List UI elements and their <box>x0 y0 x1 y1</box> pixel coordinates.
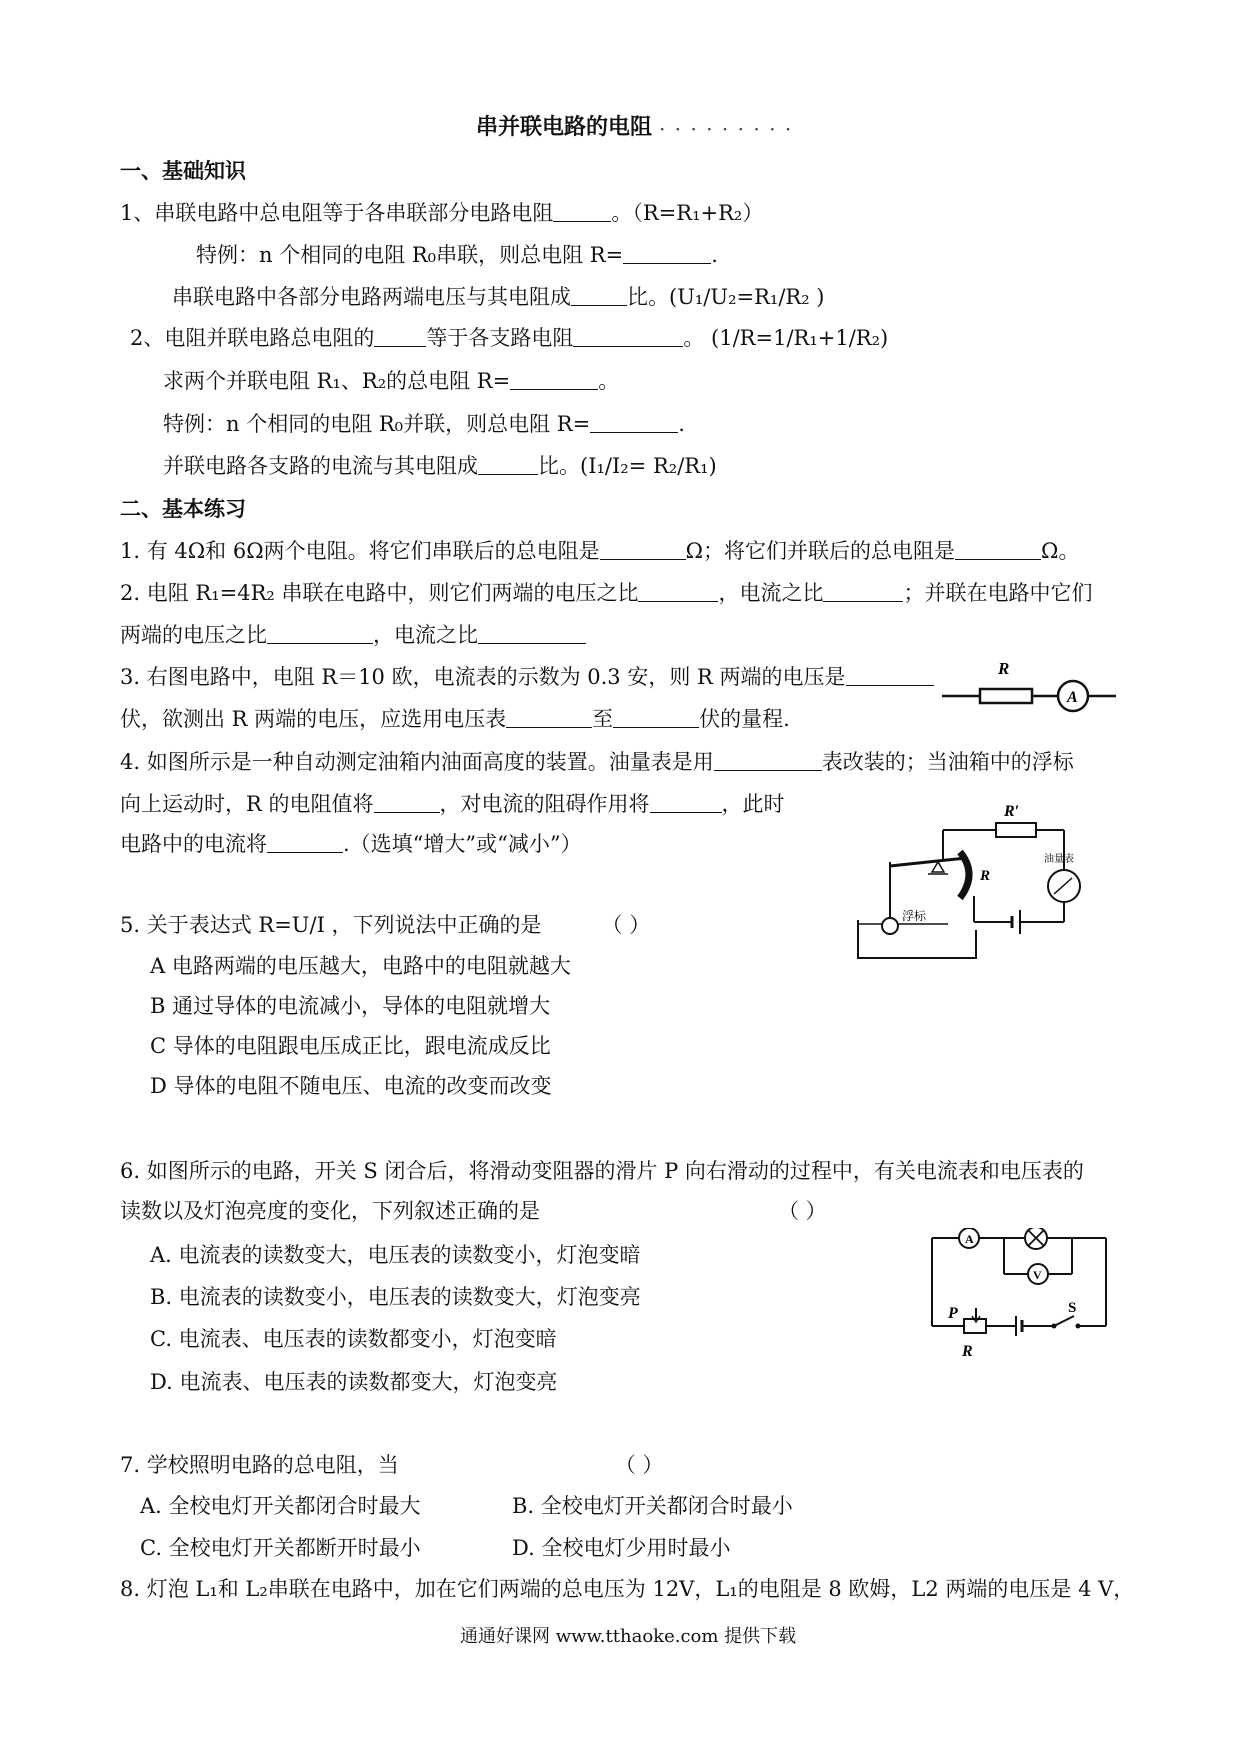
question-5 <box>120 910 650 940</box>
knowledge-line-2b <box>163 409 685 439</box>
lever-arm <box>890 858 966 866</box>
q5-option-d: D 导体的电阻不随电压、电流的改变而改变 <box>150 1074 552 1098</box>
answer-blank <box>823 579 903 602</box>
knowledge-line-1b <box>172 282 825 312</box>
q4-part-d: ，对电流的阻碍作用将 <box>439 792 650 816</box>
q4-part-b: 表改装的；当油箱中的浮标 <box>821 750 1074 774</box>
q6-circuit-svg <box>922 1228 1122 1368</box>
question-6-line-2 <box>120 1196 827 1226</box>
k1a-tail: . <box>711 243 718 267</box>
k2c-tail: 比。(I₁/I₂= R₂/R₁) <box>538 454 717 478</box>
question-6-line-1: 6. 如图所示的电路，开关 S 闭合后，将滑动变阻器的滑片 P 向右滑动的过程中，有关电流表和电压表的 <box>120 1159 1084 1183</box>
answer-blank <box>846 663 934 686</box>
resistor-symbol <box>980 689 1032 703</box>
q2-part-c: ；并联在电路中它们 <box>903 581 1093 605</box>
q4-part-f: 电路中的电流将 <box>120 832 267 856</box>
q6-option-a: A. 电流表的读数变大，电压表的读数变小，灯泡变暗 <box>150 1243 641 1267</box>
switch-S <box>1054 1316 1074 1326</box>
k1a-text: 特例：n 个相同的电阻 R₀串联，则总电阻 R= <box>196 243 624 267</box>
knowledge-line-1a <box>196 240 718 270</box>
k2b-tail: . <box>678 412 685 436</box>
float-symbol <box>882 918 898 934</box>
answer-blank <box>613 705 699 728</box>
q2-part-a: 2. 电阻 R₁=4R₂ 串联在电路中，则它们两端的电压之比 <box>120 581 639 605</box>
k2a-text: 求两个并联电阻 R₁、R₂的总电阻 R= <box>163 369 511 393</box>
q3-part-c: 至 <box>592 707 614 731</box>
answer-blank <box>638 579 718 602</box>
question-8: 8. 灯泡 L₁和 L₂串联在电路中，加在它们两端的总电压为 12V，L₁的电阻是 8 欧姆，L2 两端的电压是 4 V， <box>120 1577 1135 1601</box>
q3-part-a: 3. 右图电路中，电阻 R＝10 欧，电流表的示数为 0.3 安，则 R 两端的电压是 <box>120 665 846 689</box>
answer-blank <box>714 748 822 771</box>
knowledge-line-2 <box>130 323 888 353</box>
answer-blank <box>590 410 678 433</box>
q4-part-a: 4. 如图所示是一种自动测定油箱内油面高度的装置。油量表是用 <box>120 750 714 774</box>
answer-blank <box>510 367 598 390</box>
figure-q6-circuit <box>922 1228 1122 1368</box>
question-3-line-2 <box>120 704 790 734</box>
q3-part-b: 伏，欲测出 R 两端的电压，应选用电压表 <box>120 707 507 731</box>
answer-blank <box>573 324 683 347</box>
q6-option-c: C. 电流表、电压表的读数都变小，灯泡变暗 <box>150 1327 557 1351</box>
q1-part-c: Ω。 <box>1041 539 1080 563</box>
answer-blank <box>650 790 722 813</box>
page-footer: 通通好课网 www.tthaoke.com 提供下载 <box>460 1626 797 1647</box>
q4-part-e: ，此时 <box>721 792 785 816</box>
k2-mid: 等于各支路电阻 <box>426 326 574 350</box>
question-2-line-1 <box>120 578 1092 608</box>
k1b-text: 串联电路中各部分电路两端电压与其电阻成 <box>172 285 571 309</box>
figure-q4-oil-gauge <box>848 800 1088 965</box>
question-4-line-2 <box>120 789 785 819</box>
k2b-text: 特例：n 个相同的电阻 R₀并联，则总电阻 R= <box>163 412 591 436</box>
q5-option-a: A 电路两端的电压越大，电路中的电阻就越大 <box>150 954 571 978</box>
figure-q3-circuit <box>940 650 1120 720</box>
q6-text: 读数以及灯泡亮度的变化，下列叙述正确的是 <box>120 1199 540 1223</box>
fig3-label-R: R <box>998 659 1010 678</box>
knowledge-line-2c <box>163 451 717 481</box>
answer-blank <box>478 452 538 475</box>
fig3-label-A: A <box>1067 689 1078 706</box>
q1-part-b: Ω；将它们并联后的总电阻是 <box>685 539 956 563</box>
q4-part-c: 向上运动时，R 的电阻值将 <box>120 792 374 816</box>
fig6-label-V: V <box>1033 1268 1042 1282</box>
section-heading-basic-practice: 二、基本练习 <box>120 496 246 521</box>
q7-text: 7. 学校照明电路的总电阻，当 <box>120 1453 399 1477</box>
fig6-label-A: A <box>965 1232 974 1246</box>
page-title <box>476 112 794 145</box>
q4-gauge-svg <box>848 800 1088 965</box>
k1b-tail: 比。(U₁/U₂=R₁/R₂ ) <box>627 285 825 309</box>
q7-paren: （ ） <box>614 1453 664 1477</box>
q7-option-a: A. 全校电灯开关都闭合时最大 <box>140 1494 421 1518</box>
k1-tail: 。（R=R₁+R₂） <box>611 201 764 225</box>
q2-part-b: ，电流之比 <box>718 581 824 605</box>
q3-circuit-svg <box>940 650 1120 720</box>
question-4-line-3 <box>120 829 582 859</box>
title-text: 串并联电路的电阻 <box>476 114 653 140</box>
answer-blank <box>478 621 586 644</box>
answer-blank <box>267 830 343 853</box>
answer-blank <box>506 705 592 728</box>
answer-blank <box>267 621 373 644</box>
q5-option-b: B 通过导体的电流减小，导体的电阻就增大 <box>150 994 551 1018</box>
k2c-text: 并联电路各支路的电流与其电阻成 <box>163 454 478 478</box>
k2a-tail: 。 <box>598 369 620 393</box>
answer-blank <box>955 537 1041 560</box>
k1-text: 1、串联电路中总电阻等于各串联部分电路电阻 <box>120 201 554 225</box>
q4-part-g: .（选填“增大”或“减小”） <box>343 832 582 856</box>
resistor-rprime-symbol <box>996 823 1036 837</box>
answer-blank <box>374 790 440 813</box>
question-7 <box>120 1450 663 1480</box>
q5-option-c: C 导体的电阻跟电压成正比，跟电流成反比 <box>150 1034 551 1058</box>
q5-text: 5. 关于表达式 R=U/I ，下列说法中正确的是 <box>120 913 542 937</box>
q2-part-e: ，电流之比 <box>373 623 478 647</box>
question-4-line-1 <box>120 747 1074 777</box>
answer-blank <box>571 283 627 306</box>
answer-blank <box>623 241 711 264</box>
fig4-label-R: R <box>980 868 991 884</box>
q6-option-b: B. 电流表的读数变小，电压表的读数变大，灯泡变亮 <box>150 1285 641 1309</box>
answer-blank <box>374 324 426 347</box>
k2-tail: 。 (1/R=1/R₁+1/R₂) <box>683 326 889 350</box>
q7-option-b: B. 全校电灯开关都闭合时最小 <box>512 1494 793 1518</box>
q2-part-d: 两端的电压之比 <box>120 623 267 647</box>
q3-part-d: 伏的量程. <box>699 707 790 731</box>
knowledge-line-2a <box>163 366 619 396</box>
title-dots: · · · · · · · · · <box>659 122 794 138</box>
q7-option-d: D. 全校电灯少用时最小 <box>512 1536 731 1560</box>
fig4-label-float: 浮标 <box>902 909 927 923</box>
fig4-label-Rprime: R′ <box>1004 803 1020 820</box>
fig6-label-R: R <box>962 1343 973 1360</box>
q5-paren: （ ） <box>601 913 651 937</box>
section-heading-basic-knowledge: 一、基础知识 <box>120 158 246 183</box>
oil-tank <box>858 920 976 958</box>
question-1 <box>120 536 1079 566</box>
q7-option-c: C. 全校电灯开关都断开时最小 <box>140 1536 421 1560</box>
answer-blank <box>600 537 686 560</box>
fig6-label-P: P <box>948 1305 958 1322</box>
k2-text: 2、电阻并联电路总电阻的 <box>130 326 375 350</box>
q1-part-a: 1. 有 4Ω和 6Ω两个电阻。将它们串联后的总电阻是 <box>120 539 600 563</box>
question-3-line-1 <box>120 662 934 692</box>
question-2-line-2 <box>120 620 586 650</box>
fig6-label-S: S <box>1068 1300 1077 1316</box>
answer-blank <box>553 199 611 222</box>
knowledge-line-1 <box>120 198 763 228</box>
q6-paren: （ ） <box>778 1199 827 1223</box>
q6-option-d: D. 电流表、电压表的读数都变大，灯泡变亮 <box>150 1370 558 1394</box>
fig4-label-meter: 油量表 <box>1044 854 1074 865</box>
